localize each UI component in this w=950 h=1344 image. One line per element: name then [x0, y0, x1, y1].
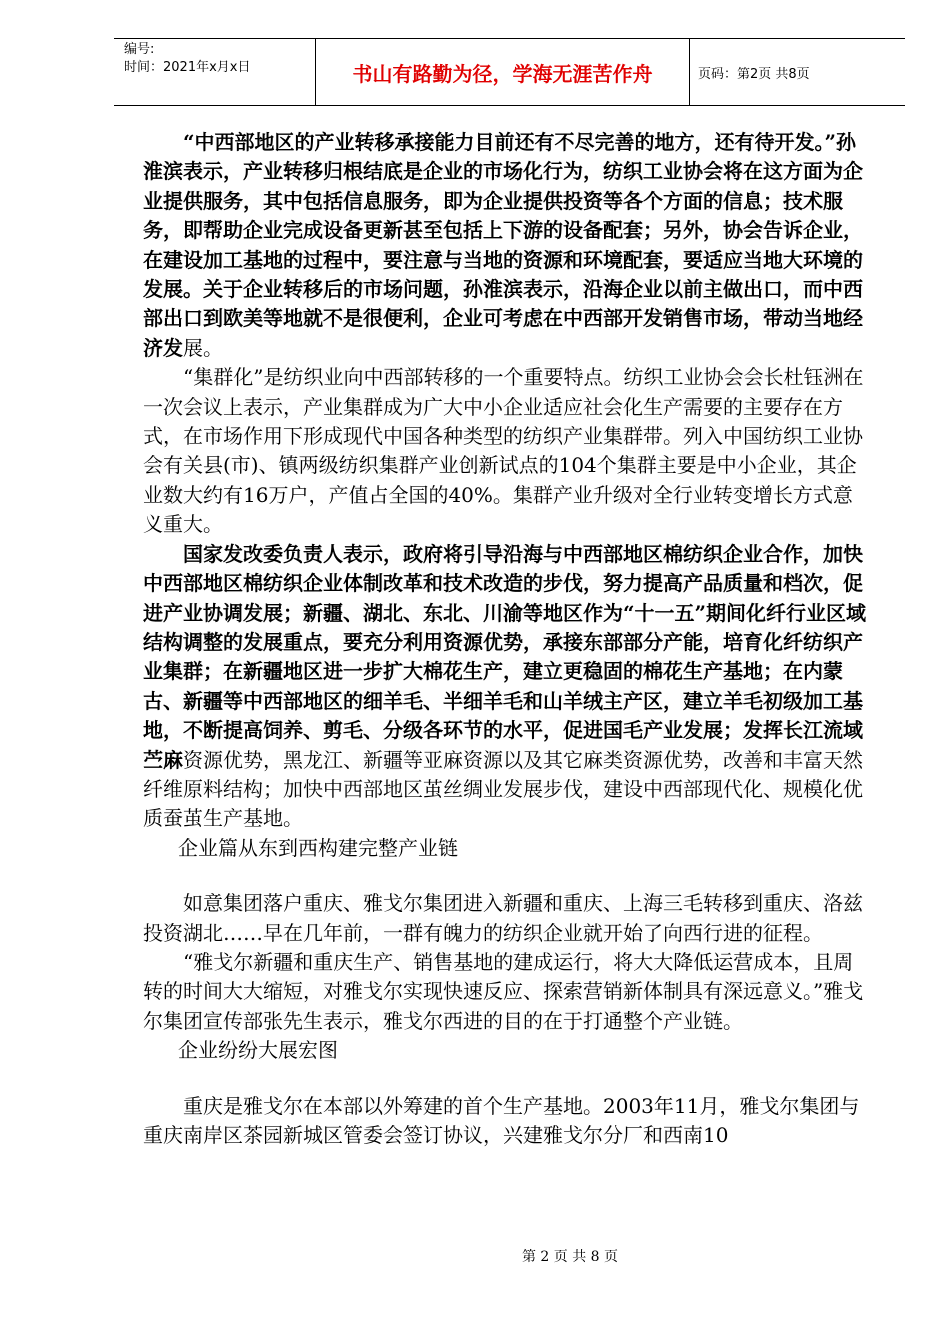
- paragraph-1-tail: 展。: [183, 335, 223, 360]
- paragraph-1-bold-text: “中西部地区的产业转移承接能力目前还有不尽完善的地方，还有待开发。”孙淮滨表示，产业转移归根结底是企业的市场化行为，纺织工业协会将在这方面为企业提供服务，其中包括信息服务，即为企业提供投资等各个方面的信息；技术服务，即帮助企业完成设备更新甚至包括上下游的设备配套；另外，协会告诉企业，在建设加工基地的过程中，要注意与当地的资源和环境配套，要适应当地大环境的发展。关于企业转移后的市场问题，孙淮滨表示，沿海企业以前主做出口，而中西部出口到欧美等地就不是很便利，企业可考虑在中西部开发销售市场，带动当地经济发: [143, 130, 863, 360]
- section-heading-1: 企业篇从东到西构建完整产业链: [178, 835, 458, 860]
- document-body: [143, 128, 868, 1150]
- paragraph-6: 重庆是雅戈尔在本部以外筹建的首个生产基地。2003年11月，雅戈尔集团与重庆南岸区茶园新城区管委会签订协议，兴建雅戈尔分厂和西南10: [143, 1093, 860, 1147]
- page-header: [114, 38, 905, 106]
- paragraph-3-tail: 资源优势，黑龙江、新疆等亚麻资源以及其它麻类资源优势，改善和丰富天然纤维原料结构；加快中西部地区茧丝绸业发展步伐，建设中西部现代化、规模化优质蚕茧生产基地。: [143, 747, 863, 831]
- paragraph-3-bold-text: 国家发改委负责人表示，政府将引导沿海与中西部地区棉纺织企业合作，加快中西部地区棉纺织企业体制改革和技术改造的步伐，努力提高产品质量和档次，促进产业协调发展；新疆、湖北、东北、川渝等地区作为“十一五”期间化纤行业区域结构调整的发展重点，要充分利用资源优势，承接东部部分产能，培育化纤纺织产业集群；在新疆地区进一步扩大棉花生产，建立更稳固的棉花生产基地；在内蒙古、新疆等中西部地区的细羊毛、半细羊毛和山羊绒主产区，建立羊毛初级加工基地，不断提高饲养、剪毛、分级各环节的水平，促进国毛产业发展；发挥长江流域苎麻: [143, 541, 867, 772]
- header-meta: [114, 39, 316, 105]
- time-label: 时间：2021年x月x日: [124, 60, 251, 75]
- paragraph-5: “雅戈尔新疆和重庆生产、销售基地的建成运行，将大大降低运营成本，且周转的时间大大缩短，对雅戈尔实现快速反应、探索营销新体制具有深远意义。”雅戈尔集团宣传部张先生表示，雅戈尔西进的目的在于打通整个产业链。: [143, 949, 864, 1033]
- paragraph-3: [143, 540, 868, 834]
- paragraph-2: “集群化”是纺织业向中西部转移的一个重要特点。纺织工业协会会长杜钰洲在一次会议上表示，产业集群成为广大中小企业适应社会化生产需要的主要存在方式，在市场作用下形成现代中国各种类型的纺织产业集群带。列入中国纺织工业协会有关县(市)、镇两级纺织集群产业创新试点的104个集群主要是中小企业，其企业数大约有16万户，产值占全国的40%。集群产业升级对全行业转变增长方式意义重大。: [143, 365, 864, 537]
- paragraph-1: [143, 128, 868, 363]
- serial-label: 编号:: [124, 42, 155, 57]
- page-footer: 第 2 页 共 8 页: [521, 1249, 619, 1265]
- paragraph-4: 如意集团落户重庆、雅戈尔集团进入新疆和重庆、上海三毛转移到重庆、洛兹投资湖北……早在几年前，一群有魄力的纺织企业就开始了向西行进的征程。: [143, 891, 863, 945]
- header-page-label: 页码：第2页 共8页: [698, 66, 810, 82]
- header-motto: 书山有路勤为径，学海无涯苦作舟: [316, 39, 690, 105]
- section-heading-2: 企业纷纷大展宏图: [178, 1038, 338, 1063]
